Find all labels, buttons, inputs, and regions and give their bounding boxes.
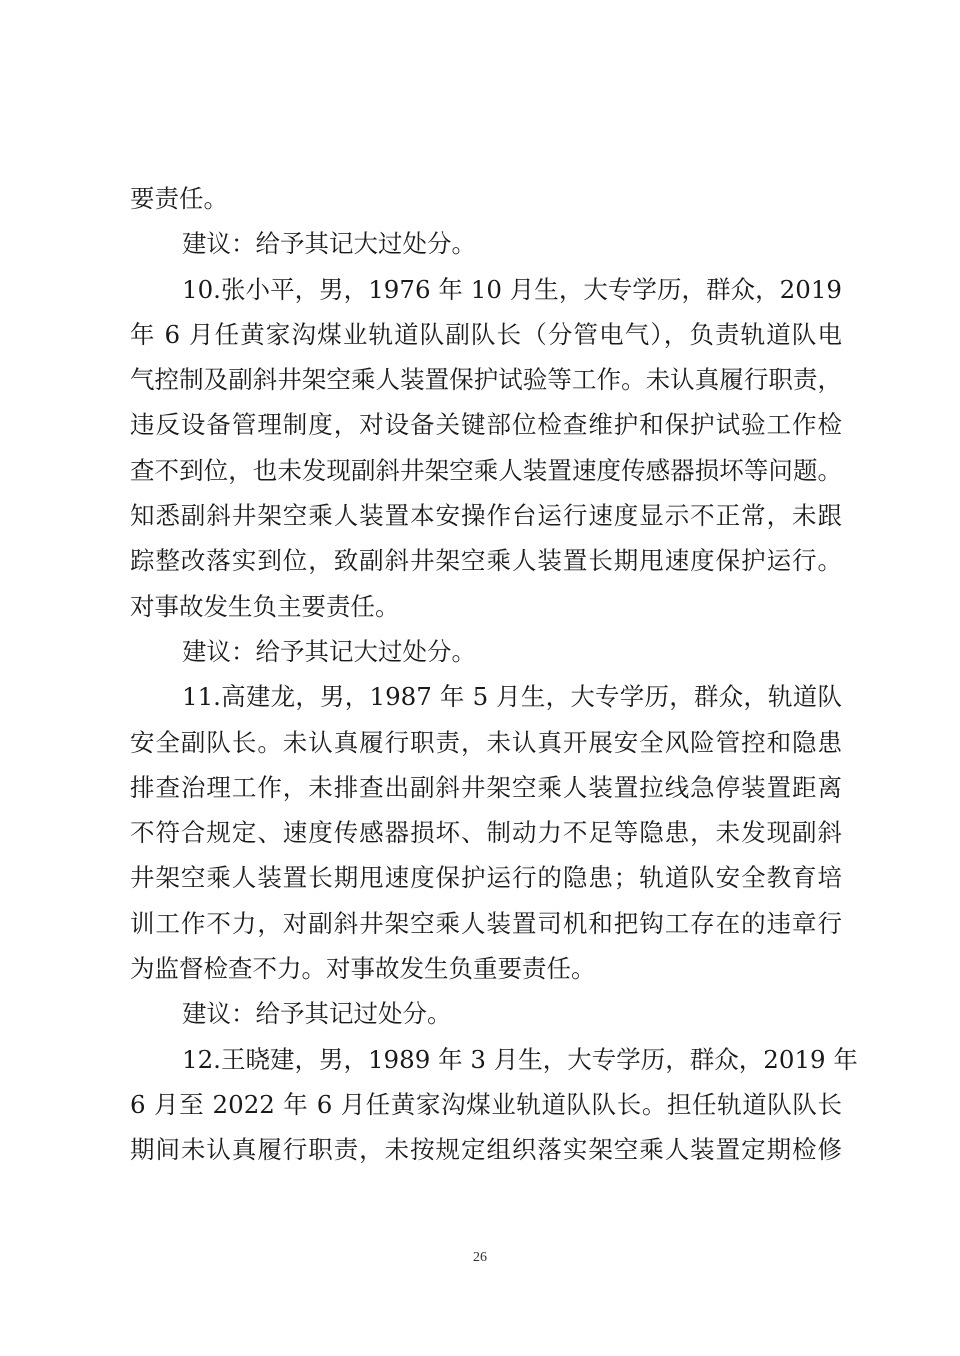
text-line: 踪整改落实到位，致副斜井架空乘人装置长期甩速度保护运行。: [130, 546, 842, 576]
text-line: 违反设备管理制度，对设备关键部位检查维护和保护试验工作检: [130, 410, 842, 440]
text-line: 气控制及副斜井架空乘人装置保护试验等工作。未认真履行职责，: [130, 365, 842, 395]
recommendation-line: 建议：给予其记过处分。: [182, 999, 452, 1029]
recommendation-line: 建议：给予其记大过处分。: [182, 229, 476, 259]
text-line: 不符合规定、速度传感器损坏、制动力不足等隐患，未发现副斜: [130, 818, 842, 848]
text-line: 6 月至 2022 年 6 月任黄家沟煤业轨道队队长。担任轨道队队长: [130, 1089, 842, 1119]
recommendation-line: 建议：给予其记大过处分。: [182, 636, 476, 666]
person-entry-12: 12.王晓建，男，1989 年 3 月生，大专学历，群众，2019 年: [182, 1044, 858, 1074]
text-line: 训工作不力，对副斜井架空乘人装置司机和把钩工存在的违章行: [130, 908, 842, 938]
document-body: [130, 176, 858, 1173]
person-entry-10: 10.张小平，男，1976 年 10 月生，大专学历，群众，2019: [182, 274, 842, 304]
text-line: 年 6 月任黄家沟煤业轨道队副队长（分管电气），负责轨道队电: [130, 319, 842, 349]
text-line: 期间未认真履行职责，未按规定组织落实架空乘人装置定期检修: [130, 1135, 842, 1165]
text-line: 对事故发生负主要责任。: [130, 591, 400, 621]
text-line: 井架空乘人装置长期甩速度保护运行的隐患；轨道队安全教育培: [130, 863, 842, 893]
text-line: 排查治理工作，未排查出副斜井架空乘人装置拉线急停装置距离: [130, 772, 842, 802]
text-line: 安全副队长。未认真履行职责，未认真开展安全风险管控和隐患: [130, 727, 842, 757]
text-line: 知悉副斜井架空乘人装置本安操作台运行速度显示不正常，未跟: [130, 501, 842, 531]
text-line: 查不到位，也未发现副斜井架空乘人装置速度传感器损坏等问题。: [130, 455, 842, 485]
page-number: 26: [473, 1250, 487, 1265]
text-line: 要责任。: [130, 184, 228, 213]
text-line: 为监督检查不力。对事故发生负重要责任。: [130, 954, 596, 984]
person-entry-11: 11.高建龙，男，1987 年 5 月生，大专学历，群众，轨道队: [182, 682, 842, 712]
